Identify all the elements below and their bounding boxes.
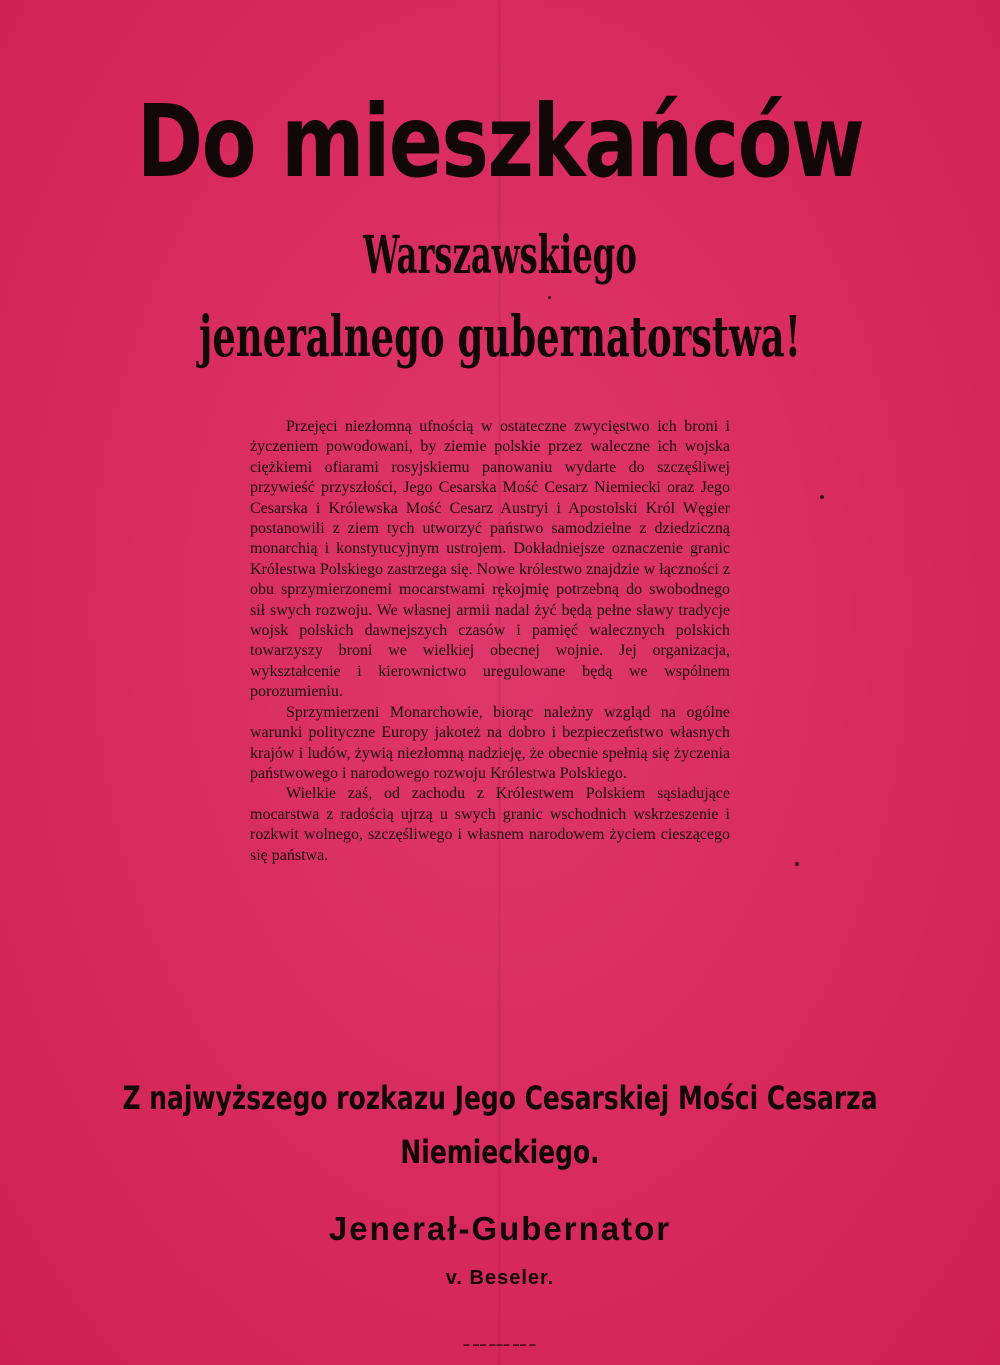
paragraph-2: Sprzymierzeni Monarchowie, biorąc należny wzgląd na ogólne warunki polityczne Europy jakoteż na dobro i bezpieczeństwo własnych krajów i ludów, żywią niezłomną nadzieję, że obecnie spełnią się życzenia państwowego i narodowego rozwoju Królestwa Polskiego.	[250, 703, 730, 782]
paragraph-1: Przejęci niezłomną ufnością w ostateczne zwycięstwo ich broni i życzeniem powodowani, by ziemie polskie przez waleczne ich wojska ciężkiemi ofiarami rosyjskiemu panowaniu wydarte do szczęśliwej przywieść przyszłości, Jego Cesarska Mość Cesarz Niemiecki oraz Jego Cesarska i Królewska Mość Cesarz Austryi i Apostolski Król Węgier postanowili z ziem tych utworzyć państwo samodzielne z dziedziczną monarchią i konstytucyjnym ustrojem. Dokładniejsze oznaczenie granic Królestwa Polskiego zastrzega się. Nowe królestwo znajdzie w łączności z obu sprzymierzonemi mocarstwami rękojmię potrzebną do swobodnego sił swych rozwoju. We własnej armii nadal żyć będą pełne sławy tradycje wojsk polskich dawnejszych czasów i pamięć walecznych polskich towarzyszy broni we wielkiej obecnej wojnie. Jej organizacja, wykształcenie i kierownictwo uregulowane będą we wspólnem porozumieniu.	[250, 418, 730, 701]
command-line-1: Z najwyższego rozkazu Jego Cesarskiej Mości Cesarza	[122, 1079, 878, 1117]
paragraph-3: Wielkie zaś, od zachodu z Królestwem Polskiem sąsiadujące mocarstwa z radością ujrzą u swych granic wschodnich wskrzeszenie i rozkwit wolnego, szczęśliwego i własnem narodowem życiem cieszącego się państwa.	[250, 785, 730, 864]
title-line-3: jeneralnego gubernatorstwa!	[199, 304, 801, 370]
command-line-2: Niemieckiego.	[400, 1133, 600, 1171]
ink-speck	[795, 862, 799, 866]
title-line-2: Warszawskiego	[363, 225, 637, 286]
proclamation-body	[250, 417, 730, 866]
title-line-1: Do mieszkańców	[136, 83, 864, 200]
printer-mark: ▬ ▬▬ ▬▬▬ ▬▬ ▬	[463, 1342, 537, 1348]
signature-title: Jenerał-Gubernator	[328, 1210, 672, 1247]
ink-speck	[548, 296, 551, 299]
ink-speck	[820, 495, 824, 499]
signature-name: v. Beseler.	[445, 1267, 555, 1289]
